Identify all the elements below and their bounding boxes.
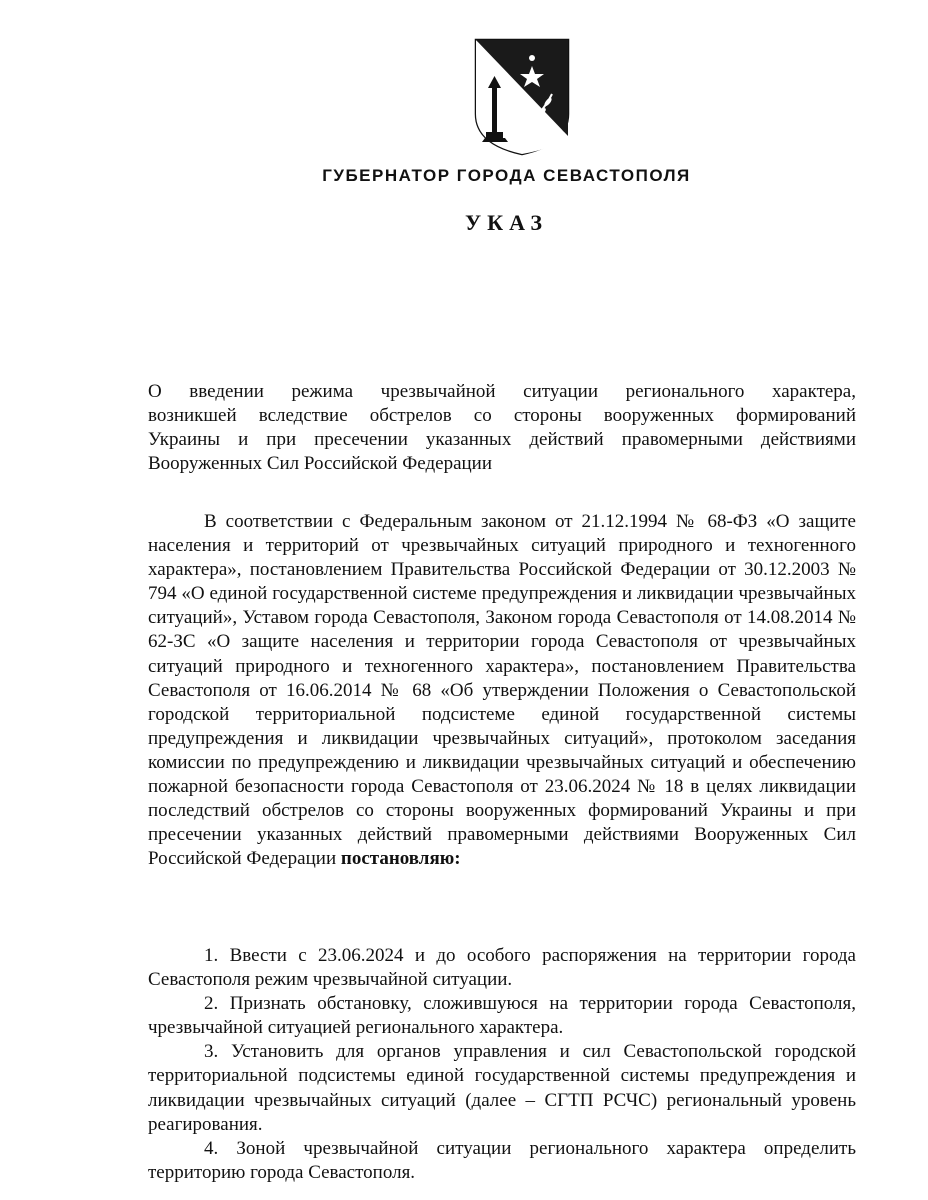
decree-items [148, 944, 856, 1185]
issuing-authority: ГУБЕРНАТОР ГОРОДА СЕВАСТОПОЛЯ [322, 166, 691, 185]
subject-line: О введении режима чрезвычайной ситуации регионального характера, [148, 381, 856, 402]
preamble-paragraph [148, 510, 856, 871]
subject-line: Украины и при пресечении указанных действий правомерными действиями [148, 429, 856, 451]
subject-line: Вооруженных Сил Российской Федерации [148, 453, 493, 475]
decree-item: 1. Ввести с 23.06.2024 и до особого распоряжения на территории города Севастополя режим чрезвычайной ситуации. [148, 945, 856, 991]
subject-line: возникшей вследствие обстрелов со стороны вооруженных формирований [148, 405, 856, 427]
preamble-text: В соответствии с Федеральным законом от 21.12.1994 № 68-ФЗ «О защите населения и территорий от чрезвычайных ситуаций природного и техногенного характера», постановлением Правительства Российской Федерации от 30.12.2003 № 794 «О единой государственной системе предупреждения и ликвидации чрезвычайных ситуаций», Уставом города Севастополя, Законом города Севастополя от 14.08.2014 № 62-ЗС «О защите населения и территории города Севастополя от чрезвычайных ситуаций природного и техногенного характера», постановлением Правительства Севастополя от 16.06.2014 № 68 «Об утверждении Положения о Севастопольской городской территориальной подсистеме единой государственной системы предупреждения и ликвидации чрезвычайных ситуаций», протоколом заседания комиссии по предупреждению и ликвидации чрезвычайных ситуаций и обеспечению пожарной безопасности города Севастополя от 23.06.2024 № 18 в целях ликвидации последствий обстрелов со стороны вооруженных формирований Украины и при пресечении указанных действий правомерными действиями Вооруженных Сил Российской Федерации [148, 511, 856, 870]
sevastopol-coat-of-arms-icon [472, 36, 572, 156]
document-type-title: УКАЗ [464, 210, 549, 235]
decree-item: 2. Признать обстановку, сложившуюся на территории города Севастополя, чрезвычайной ситуацией регионального характера. [148, 993, 856, 1039]
decree-item: 4. Зоной чрезвычайной ситуации регионального характера определить территорию города Севастополя. [148, 1137, 856, 1183]
document-subject [148, 380, 856, 476]
decree-item: 3. Установить для органов управления и сил Севастопольской городской территориальной подсистемы единой государственной системы предупреждения и ликвидации чрезвычайных ситуаций (далее – СГТП РСЧС) региональный уровень реагирования. [148, 1041, 856, 1135]
decision-word: постановляю: [340, 848, 461, 870]
